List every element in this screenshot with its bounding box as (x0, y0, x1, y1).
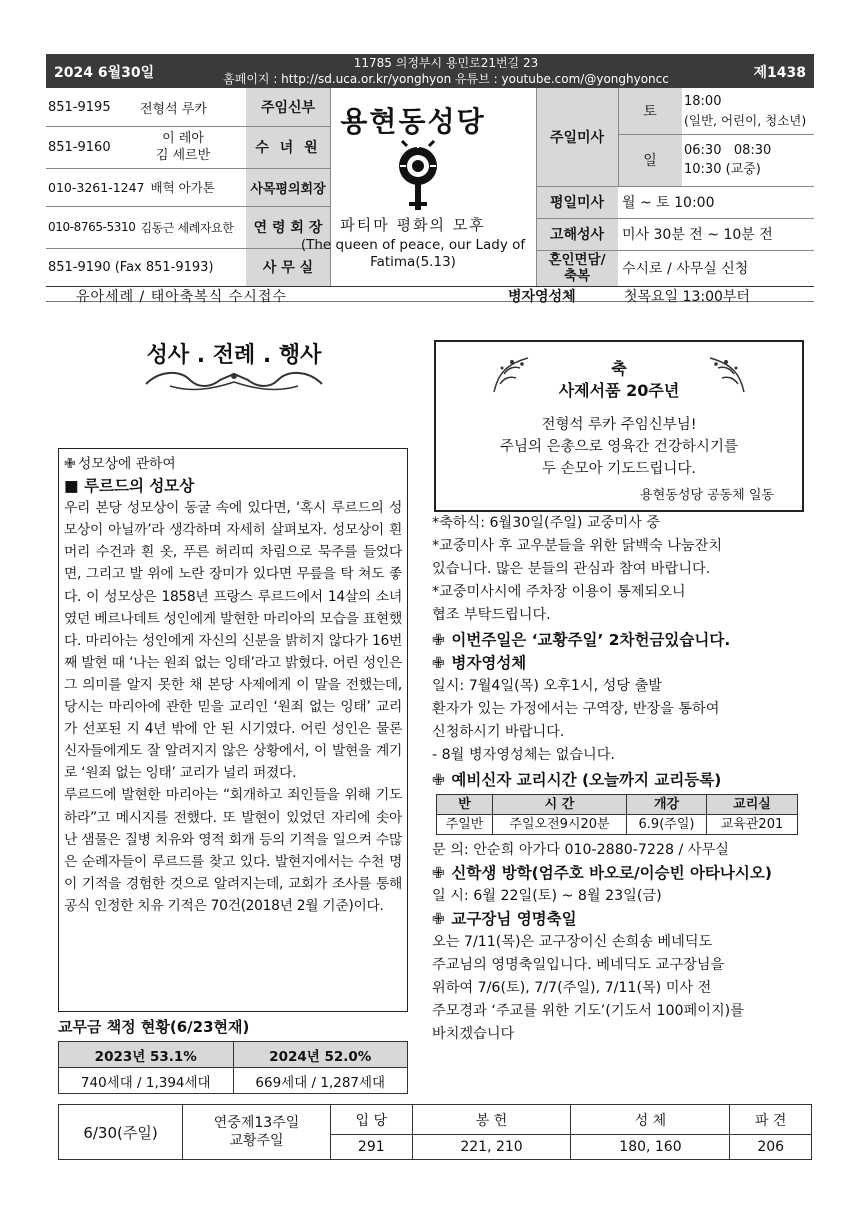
baptism-notice: 유아세례 / 태아축복식 수시접수 (76, 289, 287, 305)
class-cell: 교육관201 (707, 815, 798, 835)
sunday-times (682, 134, 814, 186)
contact-role: 사목평의회장 (246, 168, 330, 206)
article-tag (64, 453, 402, 475)
budget-title: 교무금 책정 현황(6/23현재) (58, 1018, 250, 1036)
congrats-mark: 축 (611, 359, 627, 378)
cross-bullet-icon: ✙ (432, 631, 445, 649)
stats-sunday-theme: 교황주일 (229, 1133, 284, 1149)
notice-heading: ✙ 이번주일은 ‘교황주일’ 2차헌금있습니다. (432, 629, 812, 652)
contact-phone: 851-9160 (48, 139, 111, 155)
congrats-line: 주님의 은총으로 영육간 건강하시기를 (500, 439, 738, 455)
contact-role: 주임신부 (246, 88, 330, 126)
stats-header: 입 당 (331, 1105, 413, 1135)
notice-heading: ✙ 교구장님 영명축일 (432, 908, 812, 931)
notice-line: *교중미사 후 교우분들을 위한 닭백숙 나눔잔치 (432, 538, 723, 554)
class-cell: 주일오전9시20분 (493, 815, 627, 835)
class-cell: 주일반 (437, 815, 493, 835)
ornament-divider-icon (140, 366, 328, 394)
contact-row-1 (48, 88, 246, 126)
issue-date: 2024 6월30일 (54, 65, 155, 81)
congrats-line: 두 손모아 기도드립니다. (542, 461, 696, 477)
cross-bullet-icon: ✙ (432, 910, 445, 928)
stats-header: 파 견 (730, 1105, 812, 1135)
notice-line: 있습니다. 많은 분들의 관심과 참여 바랍니다. (432, 561, 711, 577)
class-header: 개강 (627, 795, 707, 815)
article-tag-text: 성모상에 관하여 (78, 456, 176, 472)
notice-line: - 8월 병자영성체는 없습니다. (432, 747, 615, 763)
header-bar (46, 54, 814, 88)
stats-value: 180, 160 (571, 1135, 730, 1160)
church-patron-block (290, 216, 536, 271)
contact-phone: 010-3261-1247 (48, 179, 145, 195)
notice-heading: ✙ 신학생 방학(엄주호 바오로/이승빈 아타나시오) (432, 862, 812, 885)
notice-line: 협조 부탁드립니다. (432, 607, 551, 623)
contact-role: 연 령 회 장 (246, 206, 330, 248)
contact-name: 배혁 아가톤 (150, 180, 215, 195)
budget-value: 669세대 / 1,287세대 (233, 1068, 408, 1094)
marriage-time: 수시로 / 사무실 신청 (622, 261, 749, 277)
weekday-mass-time: 월 ~ 토 10:00 (622, 195, 715, 211)
notice-line: 위하여 7/6(토), 7/7(주일), 7/11(목) 미사 전 (432, 980, 712, 996)
notice-line: 바치겠습니다 (432, 1026, 515, 1042)
cross-bullet-icon: ✙ (432, 771, 445, 789)
stats-sunday-name: 연중제13주일 (213, 1115, 300, 1131)
cross-bullet-icon: ✙ (432, 654, 445, 672)
notice-line: 일시: 7월4일(목) 오후1시, 성당 출발 (432, 678, 662, 694)
saturday-label: 토 (618, 88, 682, 134)
contact-phone: 851-9190 (Fax 851-9193) (48, 259, 214, 275)
notice-line: 신청하시기 바랍니다. (432, 724, 565, 740)
sunday-time-main: 10:30 (교중) (684, 162, 761, 177)
contact-role: 사 무 실 (246, 248, 330, 286)
confession-label: 고해성사 (536, 218, 618, 250)
cross-bullet-icon: ✙ (432, 864, 445, 882)
notice-line: 일 시: 6월 22일(토) ~ 8월 23일(금) (432, 888, 662, 904)
church-patron: 파티마 평화의 모후 (340, 216, 486, 234)
church-logo-icon (398, 140, 438, 214)
saturday-time: 18:00 (684, 94, 722, 109)
attendance-table (58, 1104, 812, 1160)
stats-header: 성 체 (571, 1105, 730, 1135)
contact-name: 이 레아 김 세르반 (155, 131, 211, 163)
notice-line: *교중미사시에 주차장 이용이 통제되오니 (432, 584, 686, 600)
congrats-signature: 용현동성당 공동체 일동 (640, 488, 774, 503)
saturday-note: (일반, 어린이, 청소년) (684, 113, 807, 128)
notice-line: *축하식: 6월30일(주일) 교중미사 중 (432, 515, 661, 531)
contact-row-5 (48, 248, 246, 286)
section-title: 성사 . 전례 . 행사 (146, 343, 322, 368)
budget-header: 2023년 53.1% (59, 1042, 234, 1068)
church-address: 11785 의정부시 용민로21번길 23 (353, 56, 539, 70)
issue-number: 제1438 (753, 65, 806, 81)
budget-table (58, 1041, 408, 1094)
class-header: 시 간 (493, 795, 627, 815)
contact-role: 수 녀 원 (246, 126, 330, 168)
notices-column (432, 512, 812, 1046)
sunday-time-early: 06:30 08:30 (684, 143, 772, 158)
notice-line: 주교님의 영명축일입니다. 베네딕도 교구장님을 (432, 957, 725, 973)
stats-value: 206 (730, 1135, 812, 1160)
contact-row-4 (48, 206, 246, 248)
notice-heading: ✙ 예비신자 교리시간 (오늘까지 교리등록) (432, 769, 812, 792)
article-paragraph: 우리 본당 성모상이 동굴 속에 있다면, ‘혹시 루르드의 성모상이 아닐까’라 생각하며 자세히 살펴보자. 성모상이 흰 머리 수건과 흰 옷, 푸른 허리띠 차림으로 묵주를 들었다면, 그리고 발 위에 노란 장미가 있다면 무릎을 탁 쳐도 좋다. 이 성모상은 1858년 프랑스 루르드에서 14살의 소녀였던 베르나데트 성인에게 발현한 마리아의 모습을 표현했다. 마리아는 성인에게 자신의 신분을 밝히지 않다가 16번째 발현 때 ‘나는 원죄 없는 잉태’라고 밝혔다. 어린 성인은 그 의미를 알지 못한 채 본당 사제에게 이 말을 전했는데, 당시는 마리아에 관한 믿을 교리인 ‘원죄 없는 잉태’ 교리가 선포된 지 4년 밖에 안 된 시기였다. 어린 성인은 물론 신자들에게도 잘 알려지지 않은 상황에서, 이 발현을 계기로 ‘원죄 없는 잉태’ 교리가 널리 퍼졌다. (64, 500, 402, 782)
web-links: 홈페이지 : http://sd.uca.or.kr/yonghyon 유튜브 : youtube.com/@yonghyoncc (223, 72, 669, 86)
header-address-block (186, 55, 706, 87)
article-box (58, 448, 408, 1012)
info-strip (46, 286, 814, 304)
church-patron-en: (The queen of peace, our Lady of Fatima(5.13) (300, 237, 526, 270)
congratulations-box (434, 340, 804, 512)
notice-line: 환자가 있는 가정에서는 구역장, 반장을 통하여 (432, 701, 720, 717)
stats-header: 봉 헌 (412, 1105, 571, 1135)
saturday-times (682, 88, 814, 134)
article-title: ■ 루르드의 성모상 (64, 477, 195, 496)
notice-line: 문 의: 안순희 아가다 010-2880-7228 / 사무실 (432, 842, 729, 858)
cross-bullet-icon: ✙ (64, 456, 76, 472)
sick-communion-label: 병자영성체 (508, 289, 576, 305)
contact-name: 전형석 루카 (140, 101, 207, 117)
class-cell: 6.9(주일) (627, 815, 707, 835)
stats-date: 6/30(주일) (59, 1105, 183, 1160)
marriage-label: 혼인면담/ 축복 (536, 250, 618, 286)
stats-value: 291 (331, 1135, 413, 1160)
notice-line: 오는 7/11(목)은 교구장이신 손희송 베네딕도 (432, 934, 713, 950)
congrats-line: 전형석 루카 주임신부님! (541, 417, 697, 433)
sick-communion-time: 첫목요일 13:00부터 (624, 289, 750, 305)
stats-sunday (183, 1105, 331, 1160)
contact-name: 김동근 세례자요한 (140, 220, 234, 235)
contact-phone: 010-8765-5310 (48, 220, 136, 234)
article-paragraph: 루르드에 발현한 마리아는 “회개하고 죄인들을 위해 기도하라”고 메시지를 전했다. 또 발현이 있었던 자리에 솟아난 샘물은 질병 치유와 영적 회개 등의 기적을 일으켜 수많은 순례자들이 루르드를 찾고 있다. 발현지에서는 수천 명이 기적을 경험한 것으로 알려지는데, 교회가 조사를 통해 공식 인정한 치유 기적은 70건(2018년 2월 기준)이다. (64, 787, 402, 914)
contact-phone: 851-9195 (48, 99, 111, 115)
congrats-message (436, 414, 802, 480)
congrats-title: 사제서품 20주년 (558, 381, 680, 400)
notice-line: 주모경과 ‘주교를 위한 기도’(기도서 100페이지)를 (432, 1003, 744, 1019)
notice-heading: ✙ 병자영성체 (432, 652, 812, 675)
budget-value: 740세대 / 1,394세대 (59, 1068, 234, 1094)
budget-header: 2024년 52.0% (233, 1042, 408, 1068)
catechism-table (436, 794, 798, 835)
confession-time: 미사 30분 전 ~ 10분 전 (622, 227, 773, 243)
contact-row-3 (48, 168, 246, 206)
weekday-mass-label: 평일미사 (536, 186, 618, 218)
church-name: 용현동성당 (340, 105, 486, 138)
class-header: 반 (437, 795, 493, 815)
sunday-label: 일 (618, 134, 682, 186)
stats-value: 221, 210 (412, 1135, 571, 1160)
sunday-mass-label: 주일미사 (536, 88, 618, 186)
contact-row-2 (48, 126, 246, 168)
class-header: 교리실 (707, 795, 798, 815)
